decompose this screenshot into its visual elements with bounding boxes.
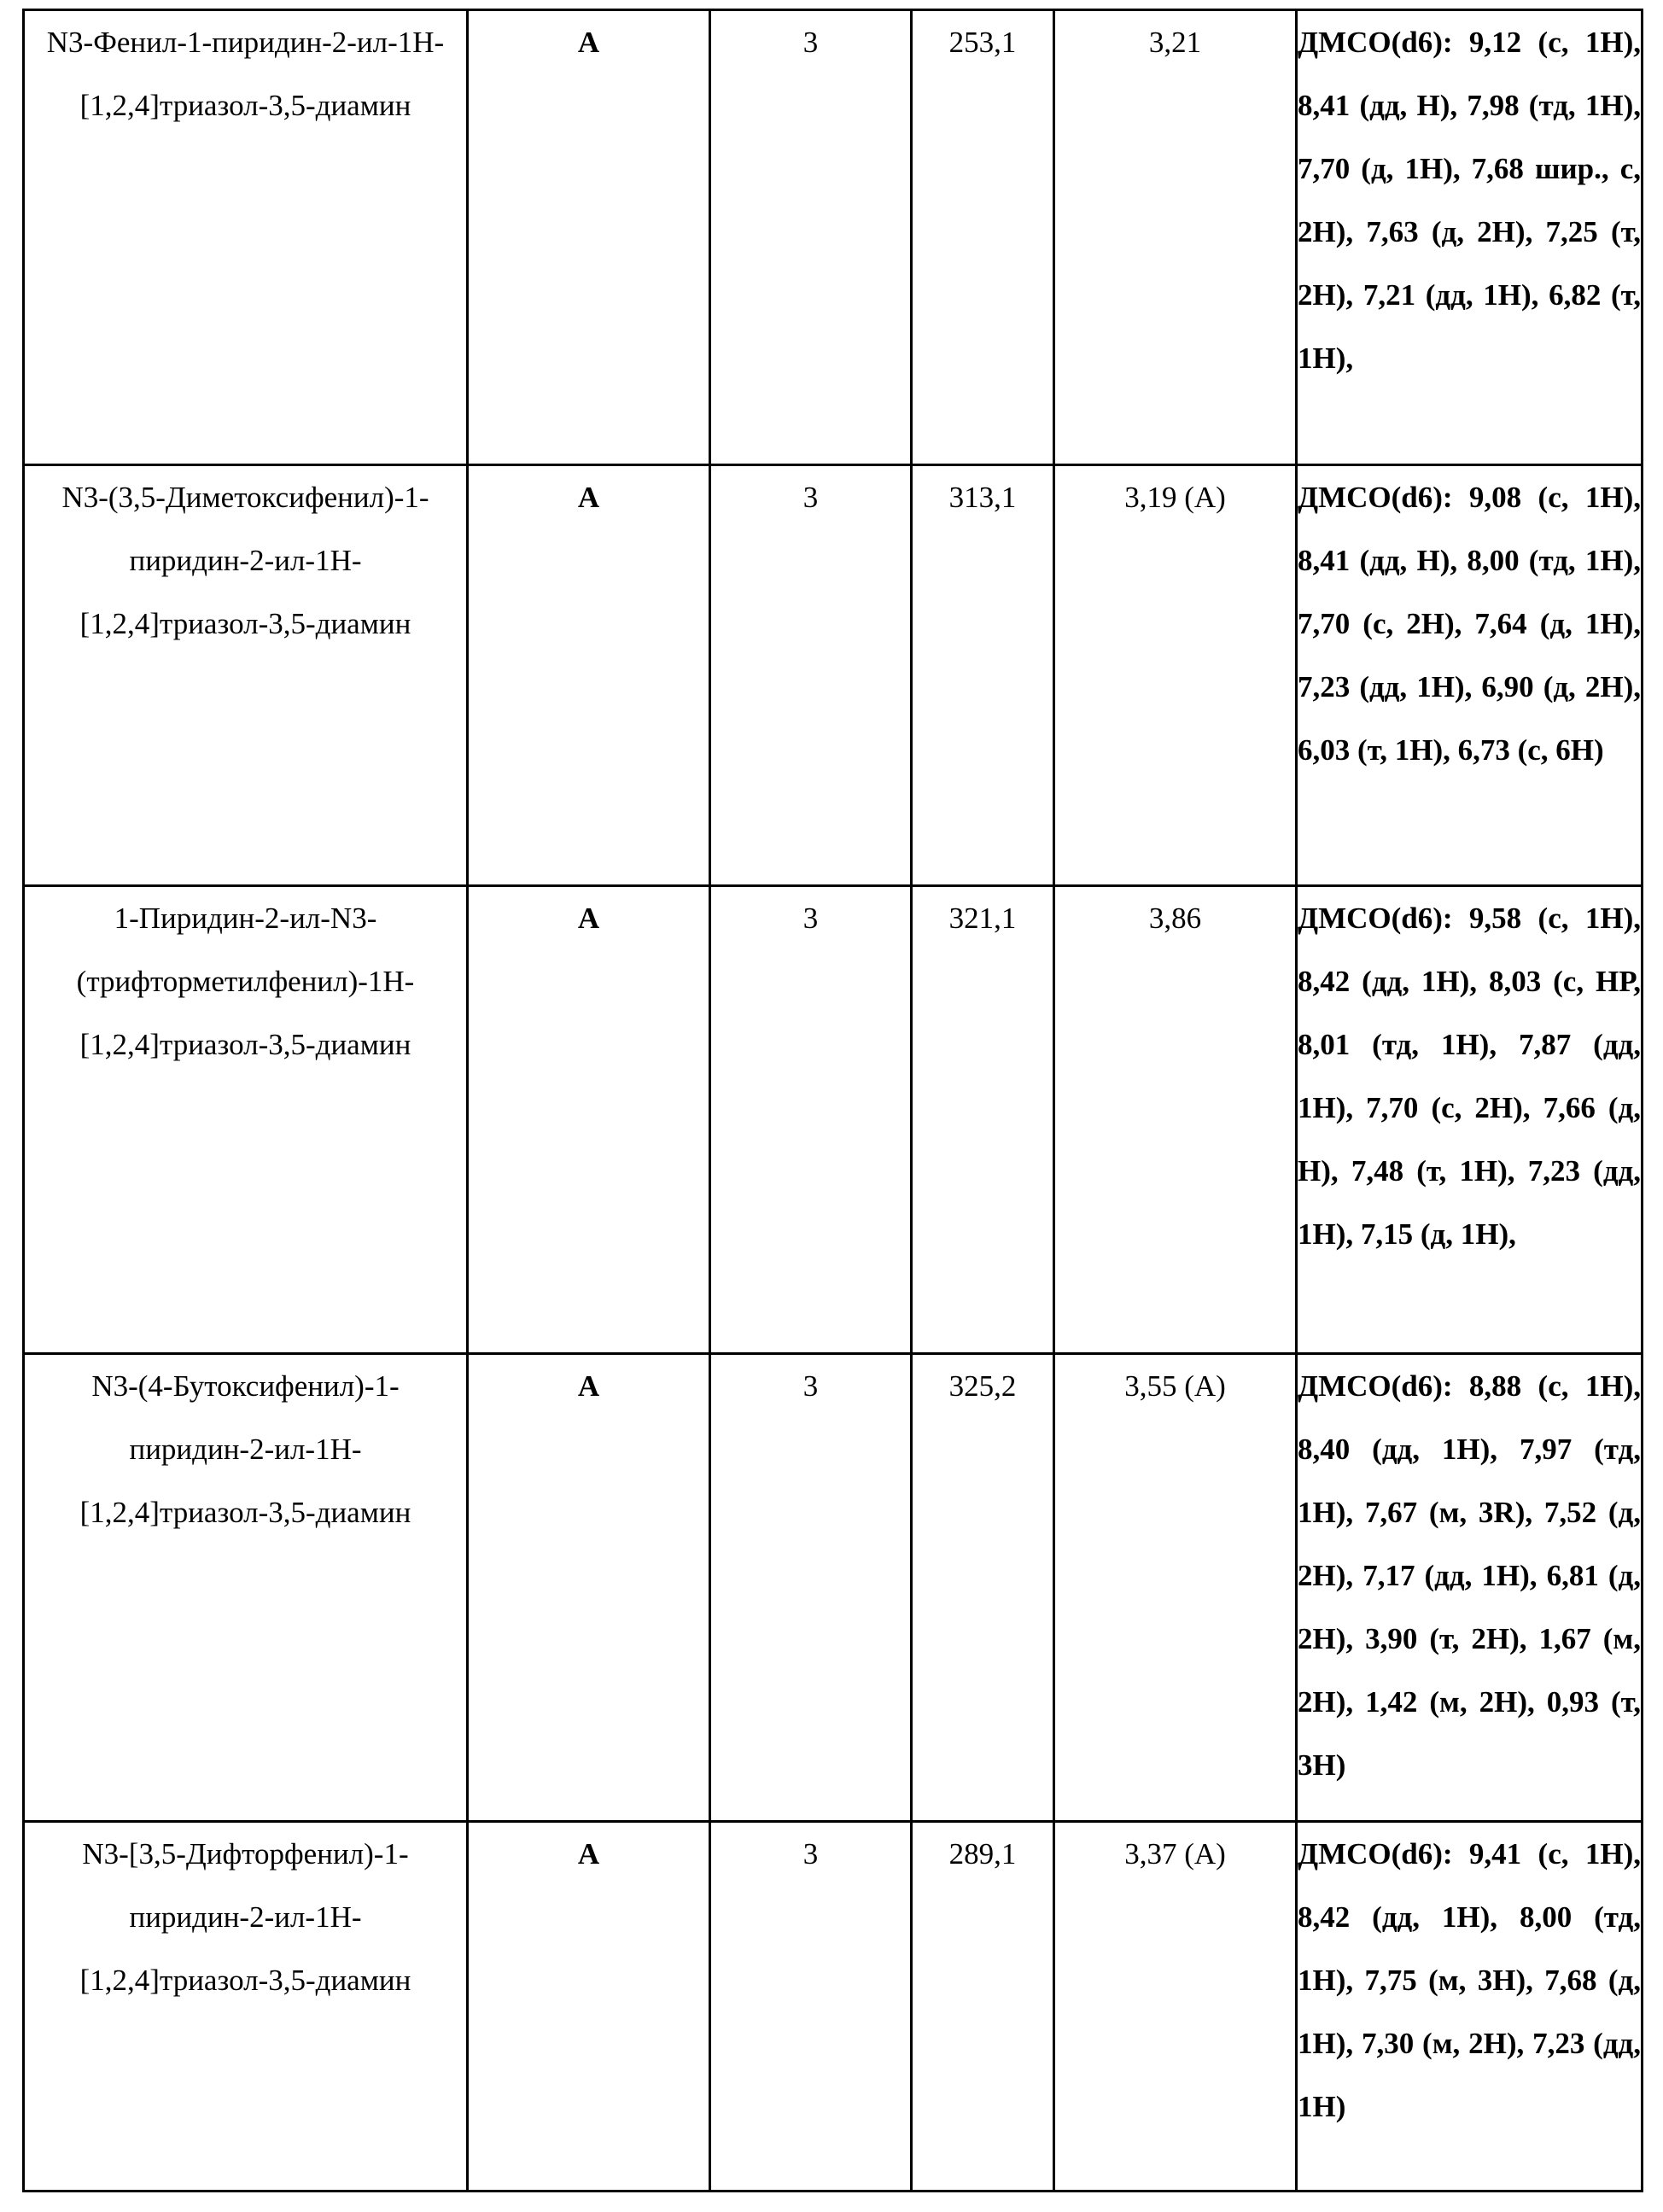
value-cell: 3	[710, 1822, 912, 2192]
compound-name-cell: N3-[3,5-Дифторфенил)-1-пиридин-2-ил-1Н-[1,2,4]триазол-3,5-диамин	[24, 1822, 468, 2192]
retention-time-cell: 3,86	[1054, 886, 1297, 1354]
mass-cell: 313,1	[912, 465, 1054, 886]
table-row	[24, 1822, 1643, 2192]
method-cell: A	[468, 465, 710, 886]
value-cell: 3	[710, 1354, 912, 1822]
nmr-data-cell: ДМСО(d6): 9,12 (с, 1Н), 8,41 (дд, Н), 7,98 (тд, 1Н), 7,70 (д, 1Н), 7,68 шир., с, 2Н), 7,63 (д, 2Н), 7,25 (т, 2Н), 7,21 (дд, 1Н), 6,82 (т, 1Н),	[1297, 10, 1643, 465]
table-row	[24, 465, 1643, 886]
compound-name-cell: N3-Фенил-1-пиридин-2-ил-1Н-[1,2,4]триазол-3,5-диамин	[24, 10, 468, 465]
value-cell: 3	[710, 465, 912, 886]
retention-time-cell: 3,21	[1054, 10, 1297, 465]
value-cell: 3	[710, 10, 912, 465]
compound-name-cell: N3-(3,5-Диметоксифенил)-1-пиридин-2-ил-1Н-[1,2,4]триазол-3,5-диамин	[24, 465, 468, 886]
compound-data-table	[22, 9, 1643, 2192]
nmr-data-cell: ДМСО(d6): 8,88 (с, 1Н), 8,40 (дд, 1Н), 7,97 (тд, 1Н), 7,67 (м, 3R), 7,52 (д, 2Н), 7,17 (дд, 1Н), 6,81 (д, 2Н), 3,90 (т, 2Н), 1,67 (м, 2Н), 1,42 (м, 2Н), 0,93 (т, 3Н)	[1297, 1354, 1643, 1822]
value-cell: 3	[710, 886, 912, 1354]
mass-cell: 289,1	[912, 1822, 1054, 2192]
method-cell: A	[468, 886, 710, 1354]
method-cell: A	[468, 10, 710, 465]
mass-cell: 325,2	[912, 1354, 1054, 1822]
retention-time-cell: 3,55 (A)	[1054, 1354, 1297, 1822]
retention-time-cell: 3,37 (A)	[1054, 1822, 1297, 2192]
mass-cell: 321,1	[912, 886, 1054, 1354]
compound-name-cell: N3-(4-Бутоксифенил)-1-пиридин-2-ил-1Н-[1,2,4]триазол-3,5-диамин	[24, 1354, 468, 1822]
retention-time-cell: 3,19 (A)	[1054, 465, 1297, 886]
table-row	[24, 10, 1643, 465]
nmr-data-cell: ДМСО(d6): 9,58 (с, 1Н), 8,42 (дд, 1Н), 8,03 (с, НР, 8,01 (тд, 1Н), 7,87 (дд, 1Н), 7,70 (с, 2Н), 7,66 (д, Н), 7,48 (т, 1Н), 7,23 (дд, 1Н), 7,15 (д, 1Н),	[1297, 886, 1643, 1354]
method-cell: A	[468, 1822, 710, 2192]
table-row	[24, 1354, 1643, 1822]
nmr-data-cell: ДМСО(d6): 9,41 (с, 1Н), 8,42 (дд, 1Н), 8,00 (тд, 1Н), 7,75 (м, 3Н), 7,68 (д, 1Н), 7,30 (м, 2Н), 7,23 (дд, 1Н)	[1297, 1822, 1643, 2192]
compound-name-cell: 1-Пиридин-2-ил-N3-(трифторметилфенил)-1Н-[1,2,4]триазол-3,5-диамин	[24, 886, 468, 1354]
table-row	[24, 886, 1643, 1354]
method-cell: A	[468, 1354, 710, 1822]
nmr-data-cell: ДМСО(d6): 9,08 (с, 1Н), 8,41 (дд, Н), 8,00 (тд, 1Н), 7,70 (с, 2Н), 7,64 (д, 1Н), 7,23 (дд, 1Н), 6,90 (д, 2Н), 6,03 (т, 1Н), 6,73 (с, 6Н)	[1297, 465, 1643, 886]
mass-cell: 253,1	[912, 10, 1054, 465]
